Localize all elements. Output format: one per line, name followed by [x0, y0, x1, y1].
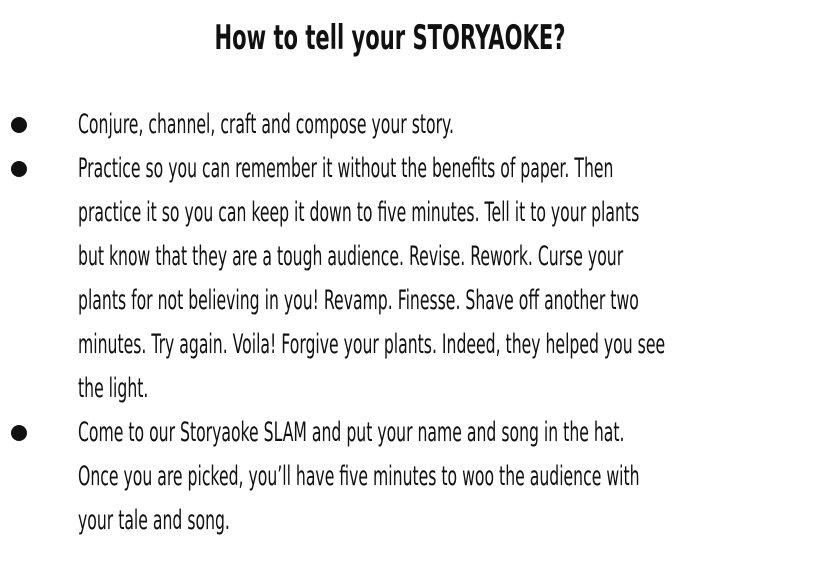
text-line: the light.	[78, 373, 149, 404]
text-line: Once you are picked, you’ll have five minutes to woo the audience with	[78, 461, 640, 492]
text-line: Conjure, channel, craft and compose your story.	[78, 109, 455, 140]
text-line: Come to our Storyaoke SLAM and put your name and song in the hat.	[78, 417, 625, 448]
list-item-text	[78, 147, 789, 411]
list-item-text	[78, 411, 789, 543]
text-line: your tale and song.	[78, 505, 230, 536]
bullet-icon	[11, 161, 27, 177]
text-line: minutes. Try again. Voila! Forgive your plants. Indeed, they helped you see	[78, 329, 666, 360]
text-line: Practice so you can remember it without the benefits of paper. Then	[78, 153, 614, 184]
bullet-icon	[11, 117, 27, 133]
instructions-list	[0, 103, 819, 543]
list-item-text	[78, 103, 789, 147]
page-title: How to tell your STORYAOKE?	[214, 18, 566, 58]
list-item	[0, 147, 819, 411]
bullet-icon	[11, 425, 27, 441]
text-line: but know that they are a tough audience. Revise. Rework. Curse your	[78, 241, 624, 272]
list-item	[0, 411, 819, 543]
text-line: practice it so you can keep it down to five minutes. Tell it to your plants	[78, 197, 640, 228]
text-line: plants for not believing in you! Revamp. Finesse. Shave off another two	[78, 285, 639, 316]
list-item	[0, 103, 819, 147]
